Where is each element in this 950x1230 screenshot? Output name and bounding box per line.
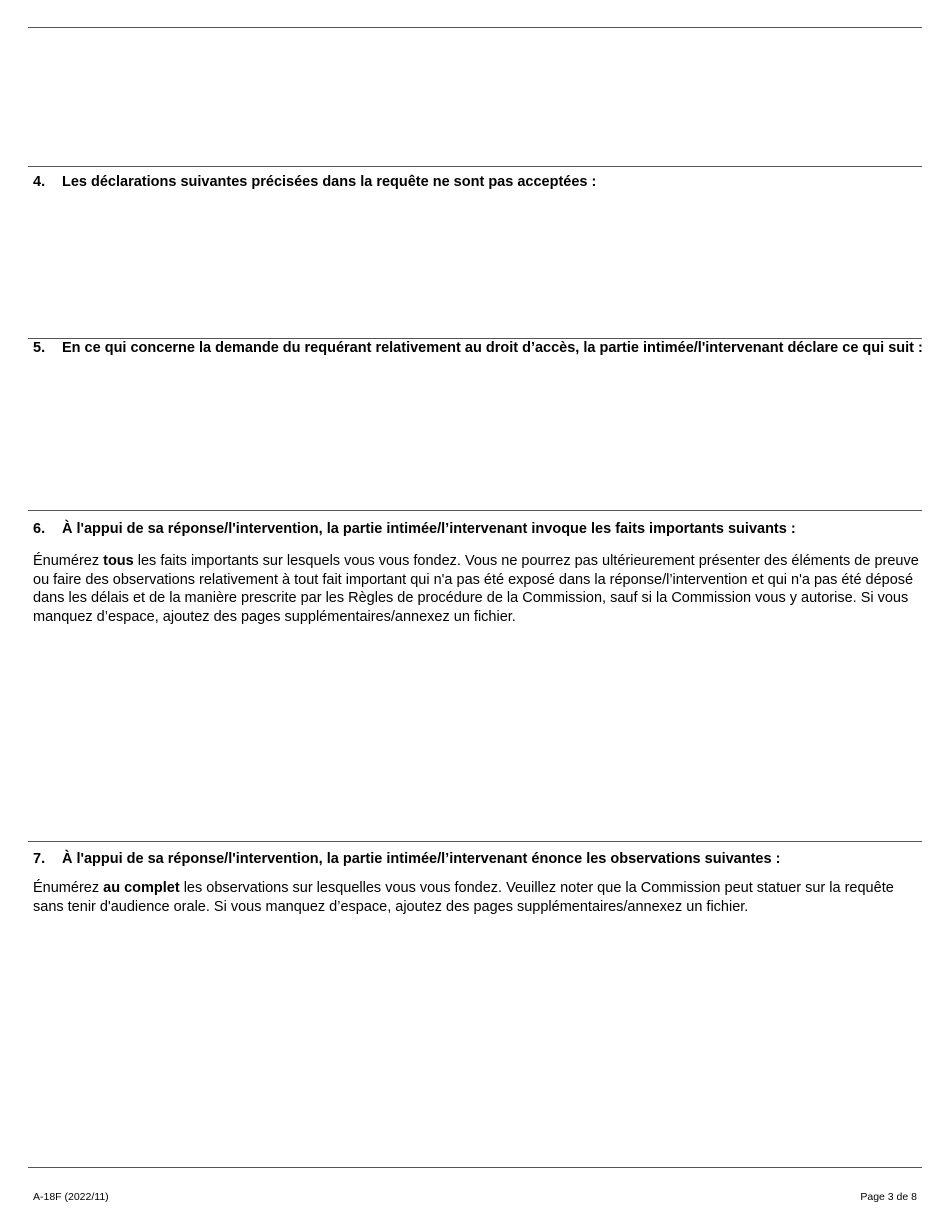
section-6-instr-emphasis: tous <box>103 553 134 569</box>
section-4-heading <box>33 173 923 191</box>
section-5-title: En ce qui concerne la demande du requérant relativement au droit d’accès, la partie intimée/l'intervenant déclare ce qui suit : <box>62 340 923 356</box>
section-6-divider <box>28 510 922 511</box>
section-7-number: 7. <box>33 851 46 867</box>
section-4-answer-field[interactable] <box>33 196 918 336</box>
section-7-instr-pre: Énumérez <box>33 880 104 896</box>
section-7-divider <box>28 841 922 842</box>
section-5-heading <box>33 339 923 357</box>
section-6-heading <box>33 520 923 538</box>
section-5-number: 5. <box>33 340 46 356</box>
section-7-instructions <box>33 879 923 916</box>
section-6-instr-post: les faits importants sur lesquels vous vous fondez. Vous ne pourrez pas ultérieurement présenter des éléments de preuve ou faire des observations relativement à tout fait important qui n'a pas été exposé dans la réponse/l’intervention et qui n'a pas été déposé dans les délais et de la manière prescrite par les Règles de procédure de la Commission, sauf si la Commission vous y autorise. Si vous manquez d’espace, ajoutez des pages supplémentaires/annexez un fichier. <box>33 553 919 625</box>
section-5-answer-field[interactable] <box>33 380 918 508</box>
section-7-heading <box>33 850 923 868</box>
footer-divider <box>28 1167 922 1168</box>
section-4-number: 4. <box>33 174 46 190</box>
section-7-answer-field[interactable] <box>33 924 918 1164</box>
top-divider <box>28 27 922 28</box>
section-7-instr-emphasis: au complet <box>103 880 180 896</box>
section-6-answer-field[interactable] <box>33 632 918 837</box>
previous-section-answer-field[interactable] <box>33 30 918 164</box>
form-code: A-18F (2022/11) <box>33 1191 109 1203</box>
section-6-title: À l'appui de sa réponse/l'intervention, la partie intimée/l’intervenant invoque les faits importants suivants : <box>62 521 796 537</box>
section-6-number: 6. <box>33 521 46 537</box>
section-7-instr-post: les observations sur lesquelles vous vous fondez. Veuillez noter que la Commission peut statuer sur la requête sans tenir d'audience orale. Si vous manquez d’espace, ajoutez des pages supplémentaires/annexez un fichier. <box>33 880 894 915</box>
section-4-divider <box>28 166 922 167</box>
section-4-title: Les déclarations suivantes précisées dans la requête ne sont pas acceptées : <box>62 174 597 190</box>
section-6-instructions <box>33 552 923 626</box>
section-6-instr-pre: Énumérez <box>33 553 104 569</box>
section-7-title: À l'appui de sa réponse/l'intervention, la partie intimée/l’intervenant énonce les observations suivantes : <box>62 851 781 867</box>
page-number: Page 3 de 8 <box>860 1191 917 1203</box>
